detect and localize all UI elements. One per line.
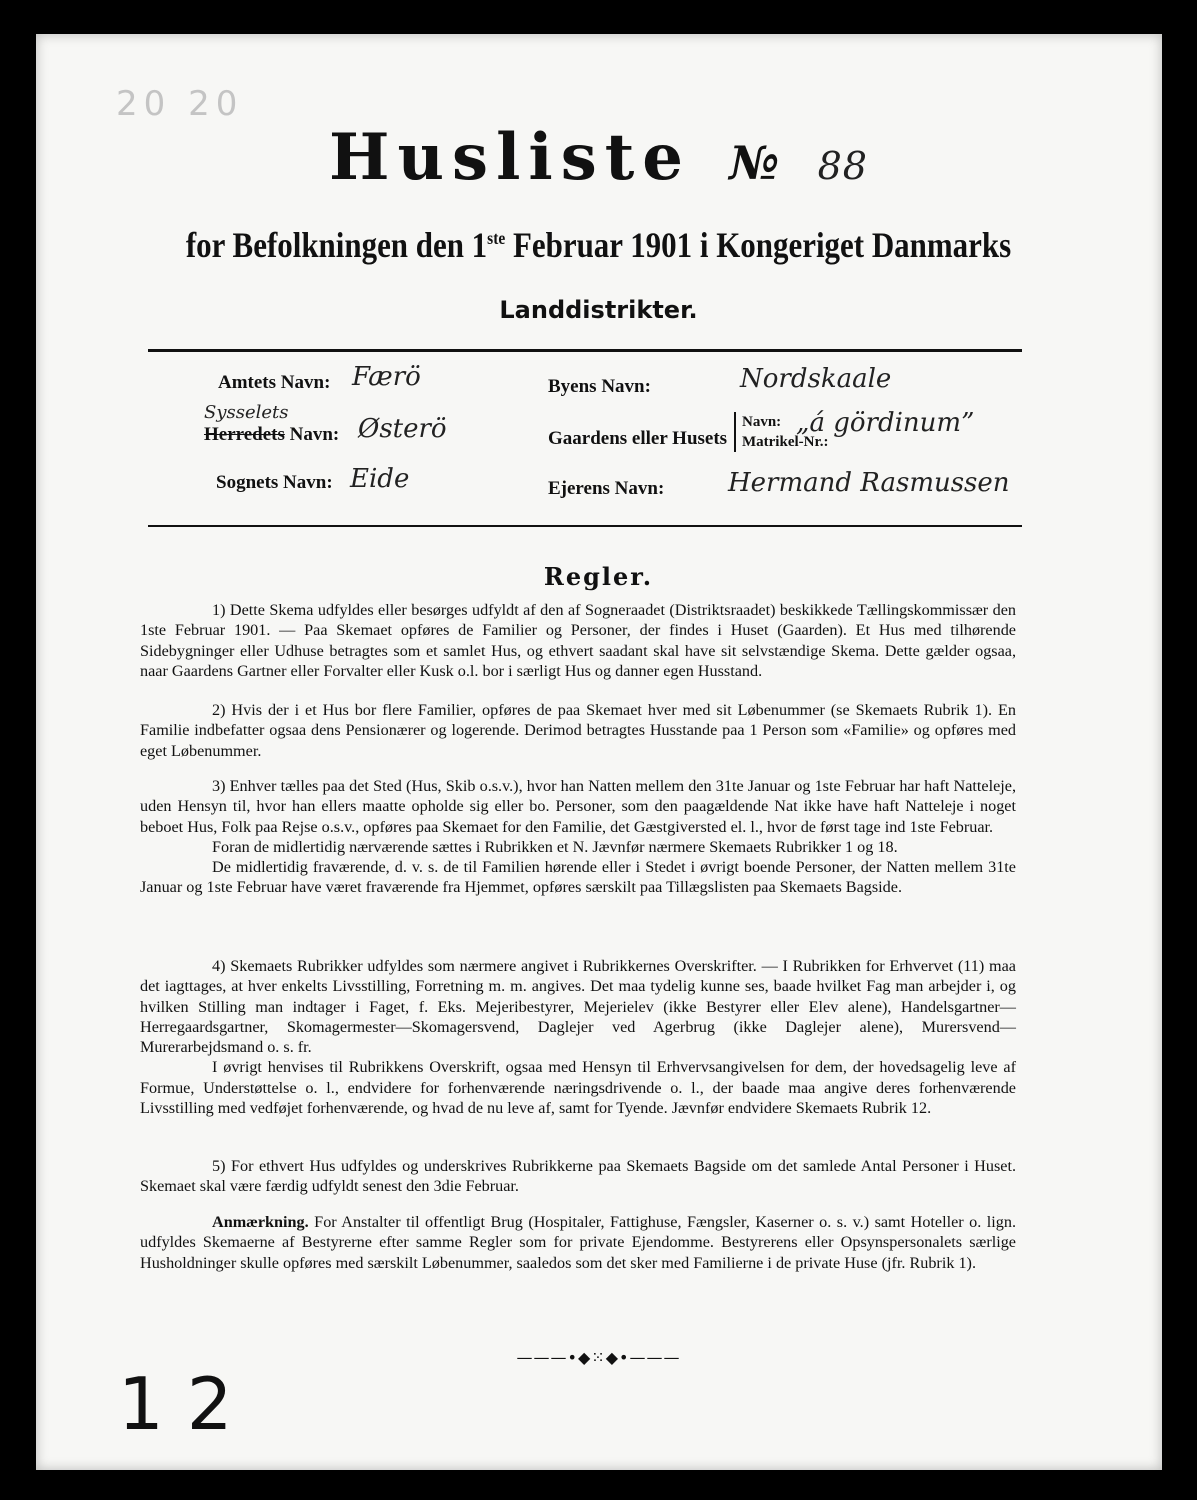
form-district-type: Landdistrikter.	[499, 296, 698, 324]
number-label: №	[729, 136, 780, 190]
form-title	[0, 120, 1197, 195]
top-divider	[148, 349, 1022, 352]
herred-label	[204, 424, 339, 446]
annotation	[140, 1212, 1016, 1273]
form-subtitle	[84, 224, 1113, 266]
herred-insert: Sysselets	[204, 402, 289, 423]
by-value: Nordskaale	[740, 364, 892, 394]
amt-value: Færö	[352, 362, 421, 392]
rule-2	[140, 700, 1016, 761]
rule-3-text-c: De midlertidig fraværende, d. v. s. de til Familien hørende eller i Stedet i øvrigt boende Personer, der Natten mellem 31te Januar og 1ste Februar have været fraværende fra Hjemmet, opføres særskilt paa Tillægslisten paa Skemaets Bagside.	[140, 858, 1016, 897]
rule-3-text-b: Foran de midlertidig nærværende sættes i Rubrikken et N. Jævnfør nærmere Skemaets Rubrikker 1 og 18.	[212, 837, 898, 856]
title-text: Husliste	[329, 120, 692, 195]
gaard-label: Gaardens eller Husets	[548, 428, 728, 449]
rule-1	[140, 600, 1016, 681]
rule-3	[140, 776, 1016, 898]
navn-value: „á gördinum”	[796, 408, 975, 438]
rule-3-text-a: 3) Enhver tælles paa det Sted (Hus, Skib o.s.v.), hvor han Natten mellem den 31te Januar og 1ste Februar har haft Natteleje, uden Hensyn til, hvor han ellers maatte opholde sig eller bo. Personer, som den paagældende Nat ikke have haft Natteleje i noget beboet Hus, Folk paa Rejse o.s.v., opføres paa Skemaet for den Familie, det Gæstgiversted el. l., hvor de først tage ind 1ste Februar.	[140, 777, 1016, 836]
subtitle-sup: ste	[487, 228, 506, 248]
sogn-label: Sognets Navn:	[216, 472, 333, 493]
amt-label: Amtets Navn:	[218, 372, 331, 393]
navn-label: Navn:	[742, 414, 782, 430]
archive-number-stamp: 20 20	[116, 84, 244, 124]
rule-5	[140, 1156, 1016, 1197]
annotation-text: For Anstalter til offentligt Brug (Hospitaler, Fattighuse, Fængsler, Kaserner o. s. v.) samt Hoteller o. lign. udfyldes Skemaerne af Bestyrerne efter samme Regler som for private Ejendomme. Bestyrerens eller Opsynspersonalets særlige Husholdninger skulle opføres med særskilt Løbenummer, saaledos som det sker med Familierne i de private Huse (jfr. Rubrik 1).	[140, 1213, 1016, 1272]
rule-4-text-b: I øvrigt henvises til Rubrikkens Overskrift, ogsaa med Hensyn til Erhvervsangivelsen for dem, der hovedsagelig leve af Formue, Understøttelse o. l., endvidere for forhenværende næringsdrivende o. l., der baade maa angive deres forhenværende Livsstilling med vedføjet forhenværende, og hvad de nu leve af, samt for Tyende. Jævnfør endvidere Skemaets Rubrik 12.	[140, 1058, 1016, 1118]
subtitle-part2: Februar 1901 i Kongeriget Danmarks	[505, 225, 1012, 265]
sogn-value: Eide	[350, 464, 410, 494]
herred-struck: Herredets	[204, 424, 285, 445]
annotation-label: Anmærkning.	[212, 1213, 309, 1231]
herred-value: Østerö	[358, 414, 447, 444]
bottom-divider	[148, 525, 1022, 527]
rule-2-text: 2) Hvis der i et Hus bor flere Familier, opføres de paa Skemaet hver med sit Løbenummer (se Skemaets Rubrik 1). En Familie indbefatter ogsaa dens Pensionærer og logerende. Derimod betragtes Husstande paa 1 Person som «Familie» og opføres med eget Løbenummer.	[140, 701, 1016, 760]
rules-heading: Regler.	[543, 562, 654, 591]
rule-5-text: 5) For ethvert Hus udfyldes og underskrives Rubrikkerne paa Skemaets Bagside om det samlede Antal Personer i Huset. Skemaet skal være færdig udfyldt senest den 3die Februar.	[140, 1157, 1016, 1196]
house-number: 88	[817, 144, 868, 188]
herred-label-rest: Navn:	[284, 424, 340, 445]
ejer-label: Ejerens Navn:	[548, 478, 665, 499]
ornament-divider: ———•◆⁙◆•———	[516, 1348, 681, 1367]
ejer-value: Hermand Rasmussen	[728, 468, 1010, 498]
rule-4	[140, 956, 1016, 1118]
page-number-handwritten: 1 2	[118, 1362, 233, 1446]
subtitle-part1: for Befolkningen den 1	[185, 225, 488, 265]
rule-4-text-a: 4) Skemaets Rubrikker udfyldes som nærmere angivet i Rubrikkernes Overskrifter. — I Rubrikken for Erhvervet (11) maa det iagttages, at hver enkelts Livsstilling, Forretning m. m. angives. Det maa tydelig kunne ses, baade hvilket Fag man arbejder i, og hvilken Stilling man indtager i Faget, f. Eks. Mejeribestyrer, Mejerielev (ikke Bestyrer eller Elev alene), Handelsgartner—Herregaardsgartner, Skomagermester—Skomagersvend, Daglejer ved Agerbrug (ikke Daglejer alene), Murersvend—Murerarbejdsmand o. s. fr.	[140, 957, 1016, 1057]
rule-1-text: 1) Dette Skema udfyldes eller besørges udfyldt af den af Sogneraadet (Distriktsraadet) beskikkede Tællingskommissær den 1ste Februar 1901. — Paa Skemaet opføres de Familier og Personer, der findes i Huset (Gaarden). Et Hus med tilhørende Sidebygninger eller Udhuse betragtes som et samlet Hus, og ethvert saadant skal have sit selvstændige Skema. Dette gælder ogsaa, naar Gaardens Gartner eller Forvalter eller Kusk o.l. bor i særligt Hus og danner egen Husstand.	[140, 601, 1016, 680]
matrikel-label: Matrikel-Nr.:	[742, 434, 829, 450]
by-label: Byens Navn:	[548, 376, 651, 397]
